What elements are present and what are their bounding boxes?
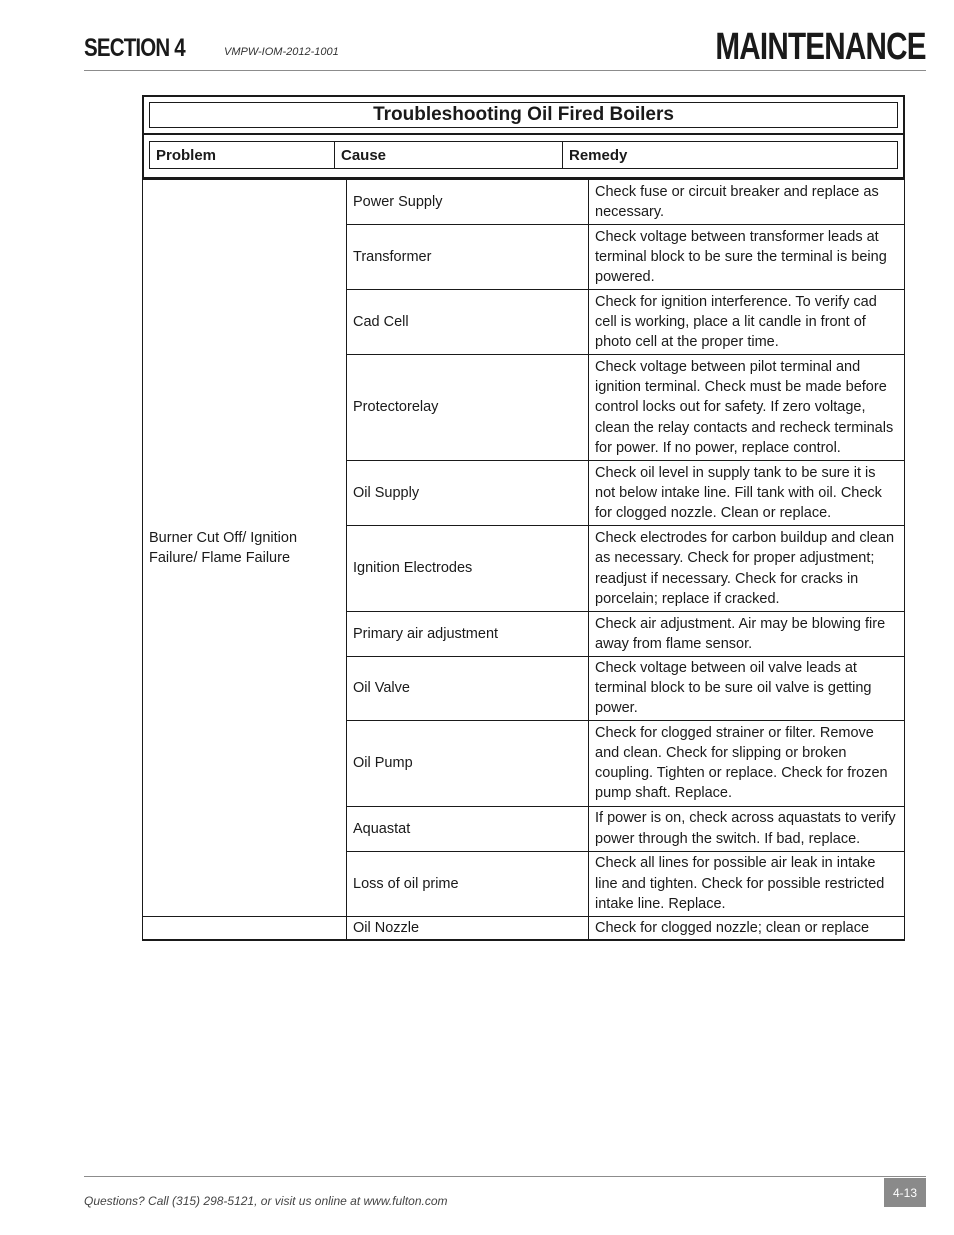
remedy-cell: Check for clogged nozzle; clean or replace xyxy=(589,916,905,940)
remedy-cell: Check for ignition interference. To verify cad cell is working, place a lit candle in front of photo cell at the proper time. xyxy=(589,290,905,355)
problem-cell: Burner Cut Off/ Ignition Failure/ Flame Failure xyxy=(143,180,347,917)
cause-cell: Loss of oil prime xyxy=(347,851,589,916)
problem-cell xyxy=(143,916,347,940)
remedy-cell: Check voltage between transformer leads at terminal block to be sure the terminal is being powered. xyxy=(589,225,905,290)
cause-cell: Oil Nozzle xyxy=(347,916,589,940)
remedy-cell: If power is on, check across aquastats to verify power through the switch. If bad, replace. xyxy=(589,806,905,851)
page-header xyxy=(84,26,926,71)
remedy-cell: Check for clogged strainer or filter. Remove and clean. Check for slipping or broken coupling. Tighten or replace. Check for frozen pump shaft. Replace. xyxy=(589,720,905,806)
column-header-remedy: Remedy xyxy=(569,146,628,164)
document-code: VMPW-IOM-2012-1001 xyxy=(224,46,339,58)
table-row xyxy=(143,180,905,225)
troubleshooting-table xyxy=(142,95,905,941)
troubleshooting-grid xyxy=(142,179,905,941)
table-header-row xyxy=(149,141,898,169)
page-footer xyxy=(84,1176,926,1208)
cause-cell: Protectorelay xyxy=(347,355,589,461)
page-title: MAINTENANCE xyxy=(715,26,926,68)
remedy-cell: Check electrodes for carbon buildup and clean as necessary. Check for proper adjustment; readjust if necessary. Check for cracks in porcelain; replace if cracked. xyxy=(589,526,905,612)
remedy-cell: Check oil level in supply tank to be sure it is not below intake line. Fill tank with oil. Check for clogged nozzle. Clean or replace. xyxy=(589,461,905,526)
cause-cell: Aquastat xyxy=(347,806,589,851)
remedy-cell: Check voltage between pilot terminal and ignition terminal. Check must be made before control locks out for safety. If zero voltage, clean the relay contacts and recheck terminals for power. If no power, replace control. xyxy=(589,355,905,461)
column-header-problem: Problem xyxy=(150,142,335,168)
section-label: SECTION 4 xyxy=(84,34,185,62)
cause-cell: Cad Cell xyxy=(347,290,589,355)
table-title-box xyxy=(142,95,905,135)
column-header-cause: Cause xyxy=(335,142,563,168)
remedy-cell: Check air adjustment. Air may be blowing fire away from flame sensor. xyxy=(589,612,905,657)
cause-cell: Power Supply xyxy=(347,180,589,225)
cause-cell: Primary air adjustment xyxy=(347,612,589,657)
table-row xyxy=(143,916,905,940)
remedy-cell: Check voltage between oil valve leads at terminal block to be sure oil valve is getting power. xyxy=(589,657,905,721)
page-number-badge: 4-13 xyxy=(884,1178,926,1207)
cause-cell: Transformer xyxy=(347,225,589,290)
cause-cell: Ignition Electrodes xyxy=(347,526,589,612)
table-header-box xyxy=(142,135,905,179)
cause-cell: Oil Pump xyxy=(347,720,589,806)
cause-cell: Oil Valve xyxy=(347,657,589,721)
footer-contact-text: Questions? Call (315) 298-5121, or visit us online at www.fulton.com xyxy=(84,1194,448,1208)
cause-cell: Oil Supply xyxy=(347,461,589,526)
remedy-cell: Check fuse or circuit breaker and replace as necessary. xyxy=(589,180,905,225)
table-title: Troubleshooting Oil Fired Boilers xyxy=(149,102,898,128)
remedy-cell: Check all lines for possible air leak in intake line and tighten. Check for possible restricted intake line. Replace. xyxy=(589,851,905,916)
